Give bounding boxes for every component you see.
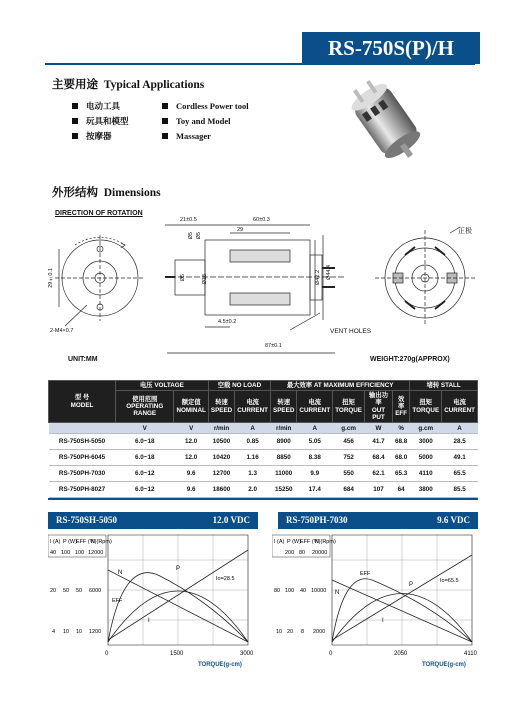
- chart-panel-2: [278, 512, 478, 529]
- axis-head: N (Rpm): [315, 539, 336, 545]
- dim-label: 4.5±0.2: [218, 319, 237, 325]
- dim-label: Ø44.4: [326, 265, 332, 280]
- chart-panel-1: [48, 512, 258, 529]
- dim-label: Ø18: [202, 274, 208, 285]
- terminal-label: 正极: [458, 228, 472, 235]
- motor-photo: [338, 72, 438, 162]
- dim-label: Ø5: [196, 232, 202, 240]
- svg-text:4: 4: [52, 629, 56, 635]
- dim-label: Ø5: [188, 232, 194, 240]
- bullet-icon: [72, 103, 78, 109]
- applications-heading-en: Typical Applications: [103, 79, 205, 91]
- chart-grid: [332, 535, 472, 645]
- applications-list: [72, 98, 312, 143]
- curve-label: N: [335, 590, 340, 596]
- svg-text:100: 100: [285, 588, 295, 594]
- curve-label: Io=65.5: [440, 578, 459, 584]
- bullet-icon: [72, 118, 78, 124]
- axis-head: I (A): [50, 539, 61, 545]
- curve-label: EFF: [360, 571, 371, 577]
- table-row: RS-750PH-8027 6.0~12 9.6 18600 2.0 15250 17.4 684 107 64 3800 85.5: [49, 482, 478, 498]
- weight-label: WEIGHT:270g(APPROX): [370, 356, 450, 363]
- dim-label: 87±0.1: [265, 343, 282, 349]
- svg-text:10: 10: [76, 629, 83, 635]
- curve-label: EFF: [112, 598, 123, 604]
- model-title: RS-750S(P)/H: [302, 32, 480, 64]
- svg-text:8: 8: [301, 629, 305, 635]
- rotation-label: DIRECTION OF ROTATION: [55, 210, 143, 217]
- x-axis-label: TORQUE(g-cm): [198, 662, 242, 668]
- dim-label: 21±0.5: [180, 217, 197, 223]
- svg-text:10: 10: [276, 629, 283, 635]
- x-tick: 3000: [240, 651, 254, 657]
- dim-label: 29: [237, 227, 244, 233]
- bullet-icon: [162, 133, 168, 139]
- chart-header: RS-750SH-5050 12.0 VDC: [48, 512, 258, 529]
- x-tick: 2050: [394, 651, 408, 657]
- svg-text:6000: 6000: [89, 588, 102, 594]
- svg-text:20: 20: [50, 588, 57, 594]
- title-rule: [45, 63, 475, 65]
- list-item: 电动工具 Cordless Power tool: [72, 98, 312, 113]
- svg-text:50: 50: [76, 588, 83, 594]
- curve-label: Io=28.5: [216, 576, 235, 582]
- table-subheader-row: 使用范围 OPERATING RANGE 额定值 NOMINAL 转速 SPEED 电流 CURRENT 转速 SPEED 电流 CURRENT 扭矩 TORQUE 输出功率 OUT PUT 效率 EFF 扭矩 TORQUE 电流 CURRENT: [49, 391, 478, 423]
- svg-text:1200: 1200: [89, 629, 102, 635]
- table-header-row: 型 号 MODEL 电压 VOLTAGE 空载 NO LOAD 最大效率 AT MAXIMUM EFFICIENCY 堵转 STALL: [49, 381, 478, 391]
- svg-text:10: 10: [63, 629, 70, 635]
- applications-heading-cn: 主要用途: [52, 79, 98, 91]
- axis-head: P (W): [287, 539, 301, 545]
- table-row: RS-750PH-6045 6.0~18 12.0 10420 1.16 8850 8.38 752 68.4 68.0 5000 49.1: [49, 450, 478, 466]
- list-item: 按摩器 Massager: [72, 128, 312, 143]
- dim-label: Ø42.2: [315, 270, 321, 285]
- curve-label: P: [176, 566, 181, 572]
- section-rule: [48, 498, 478, 500]
- svg-text:50: 50: [63, 588, 70, 594]
- table-row: RS-750SH-5050 6.0~18 12.0 10500 0.85 8900 5.05 456 41.7 68.8 3000 28.5: [49, 434, 478, 450]
- svg-text:80: 80: [299, 550, 306, 556]
- dim-label: 60±0.3: [253, 217, 270, 223]
- dimension-drawing: [45, 205, 480, 365]
- curve-label: I: [382, 618, 384, 624]
- x-tick: 1500: [170, 651, 184, 657]
- svg-text:80: 80: [274, 588, 281, 594]
- svg-text:10000: 10000: [311, 588, 327, 594]
- curve-label: N: [118, 570, 123, 576]
- x-tick: 4110: [464, 651, 477, 657]
- svg-text:100: 100: [75, 550, 85, 556]
- svg-text:20000: 20000: [312, 550, 328, 556]
- bullet-icon: [162, 118, 168, 124]
- applications-heading: [52, 76, 204, 92]
- performance-chart-2: [272, 530, 484, 670]
- bullet-icon: [72, 133, 78, 139]
- svg-text:200: 200: [285, 550, 295, 556]
- table-row: RS-750PH-7030 6.0~12 9.6 12700 1.3 11000 9.9 550 62.1 65.3 4110 65.5: [49, 466, 478, 482]
- x-axis-label: TORQUE(g-cm): [422, 662, 466, 668]
- dim-label: 29±0.1: [48, 268, 54, 288]
- unit-label: UNIT:MM: [68, 356, 98, 363]
- units-row: V V r/min A r/min A g.cm W % g.cm A: [49, 423, 478, 434]
- x-tick: 0: [329, 651, 333, 657]
- svg-text:40: 40: [50, 550, 57, 556]
- axis-head: EFF (%): [76, 539, 97, 545]
- svg-text:40: 40: [300, 588, 307, 594]
- svg-text:20: 20: [287, 629, 294, 635]
- svg-text:2000: 2000: [313, 629, 326, 635]
- performance-chart-1: [48, 530, 263, 670]
- x-tick: 0: [105, 651, 109, 657]
- curve-label: P: [409, 582, 414, 588]
- dim-label: 2-M4×0.7: [50, 328, 74, 334]
- dim-label: Ø5: [180, 274, 186, 282]
- svg-text:12000: 12000: [88, 550, 104, 556]
- svg-text:100: 100: [61, 550, 71, 556]
- axis-head: P (W): [63, 539, 77, 545]
- curve-label: I: [148, 618, 150, 624]
- vent-holes-label: VENT HOLES: [330, 328, 372, 335]
- spec-table: [48, 380, 478, 498]
- list-item: 玩具和模型 Toy and Model: [72, 113, 312, 128]
- chart-grid: [108, 535, 248, 645]
- bullet-icon: [162, 103, 168, 109]
- axis-head: EFF (%): [300, 539, 321, 545]
- dimensions-heading: 外形结构 Dimensions: [52, 187, 161, 199]
- axis-head: N (Rpm): [91, 539, 112, 545]
- axis-head: I (A): [274, 539, 285, 545]
- chart-header: RS-750PH-7030 9.6 VDC: [278, 512, 478, 529]
